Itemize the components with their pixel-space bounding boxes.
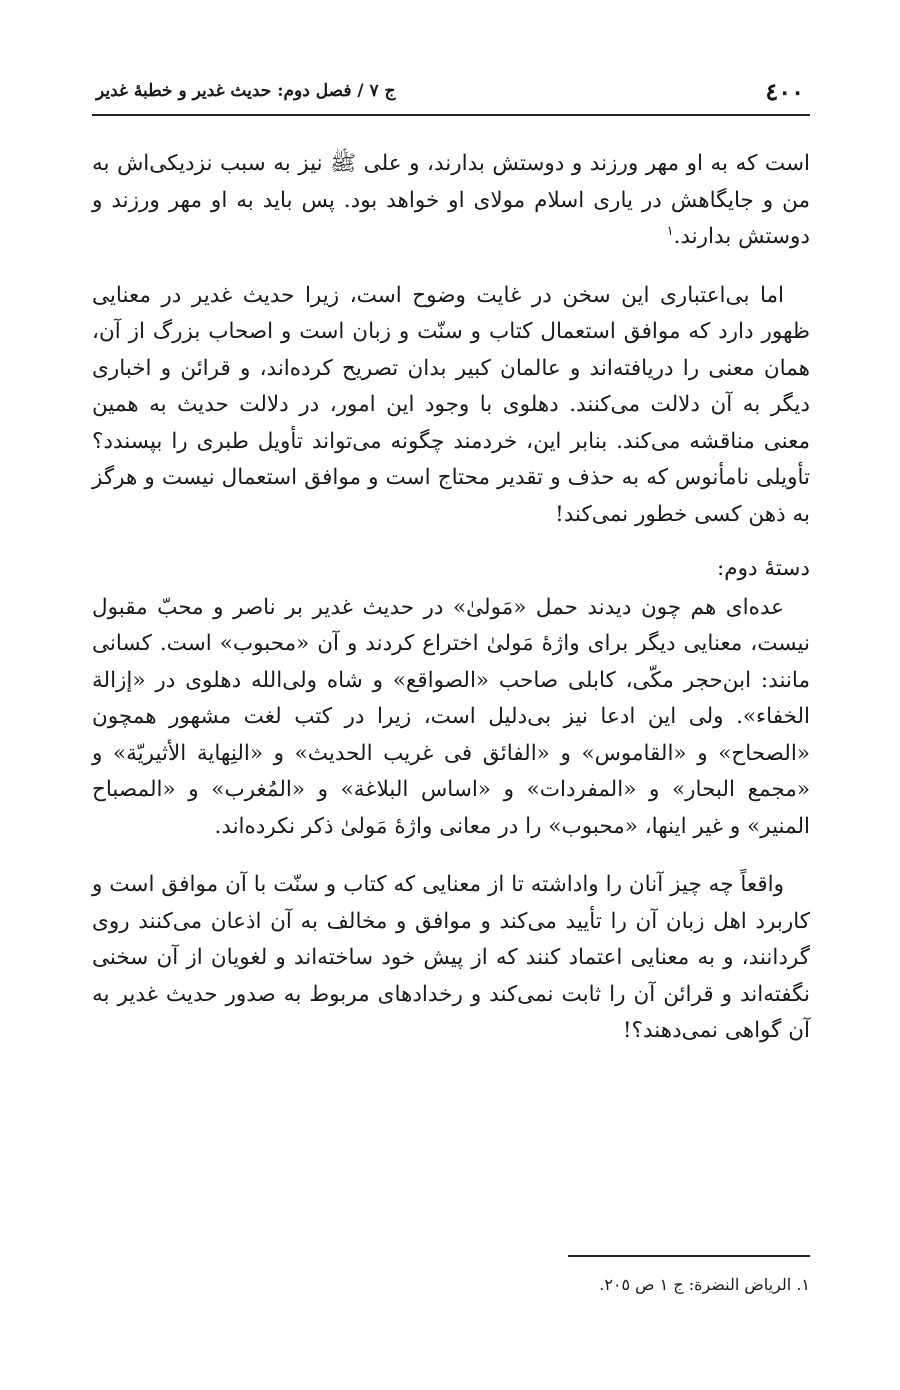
paragraph: واقعاً چه چیز آنان را واداشته تا از معنایی که کتاب و سنّت با آن موافق است و کاربرد اهل زبان آن را تأیید می‌کند و موافق و مخالف به آن اذعان می‌کنند روی گردانند، و به معنایی اعتماد کنند که از پیش خود ساخته‌اند و لغویان از آن سخنی نگفته‌اند و قرائن آن را ثابت نمی‌کند و رخدادهای مربوط به صدور حدیث غدیر به آن گواهی نمی‌دهند؟! bbox=[92, 872, 810, 1043]
paragraph-continuation bbox=[92, 146, 810, 256]
section-heading: دستهٔ دوم: bbox=[717, 556, 810, 581]
paragraph-text: است که به او مهر ورزند و دوستش بدارند، و علی ﷺ نیز به سبب نزدیکی‌اش به من و جایگاهش در یاری اسلام مولای او خواهد بود. پس باید به او مهر ورزند و دوستش بدارند. bbox=[92, 151, 810, 249]
footnote-separator bbox=[568, 1255, 810, 1257]
page-body bbox=[92, 146, 810, 1050]
footnote: ١. الریاض النضرة: ج ١ ص ٢٠٥. bbox=[599, 1275, 810, 1294]
page-number: ٤٠٠ bbox=[765, 76, 804, 106]
footnote-marker: ١ bbox=[666, 223, 674, 239]
paragraph: عده‌ای هم چون دیدند حمل «مَولیٰ» در حدیث غدیر بر ناصر و محبّ مقبول نیست، معنایی دیگر برای واژهٔ مَولیٰ اختراع کردند و آن «محبوب» است. کسانی مانند: ابن‌حجر مکّی، کابلی صاحب «الصواقع» و شاه ولی‌الله دهلوی در «إزالة الخفاء». ولی این ادعا نیز بی‌دلیل است، زیرا در کتب لغت مشهور همچون «الصحاح» و «القاموس» و «الفائق فی غریب الحدیث» و «النِهایة الأثیریّة» و «مجمع البحار» و «المفردات» و «اساس البلاغة» و «المُغرب» و «المصباح المنیر» و غیر اینها، «محبوب» را در معانی واژهٔ مَولیٰ ذکر نکرده‌اند. bbox=[92, 594, 810, 839]
running-title: ج ٧ / فصل دوم: حديث غدير و خطبهٔ غدير bbox=[96, 81, 396, 101]
book-page bbox=[92, 60, 810, 1360]
page-header bbox=[92, 68, 810, 116]
paragraph: اما بی‌اعتباری این سخن در غایت وضوح است، زیرا حدیث غدیر در معنایی ظهور دارد که موافق استعمال کتاب و سنّت و زبان است و اصحاب بزرگ از آن، همان معنی را دریافته‌اند و عالمان کبیر بدان تصریح کرده‌اند، و قرائن و اخباری دیگر به آن دلالت می‌کنند. دهلوی با وجود این امور، در دلالت حدیث به همین معنی مناقشه می‌کند. بنابر این، خردمند چگونه می‌تواند تأویل طبری را بپسندد؟ تأویلی نامأنوس که به حذف و تقدیر محتاج است و موافق استعمال نیست و هرگز به ذهن کسی خطور نمی‌کند! bbox=[92, 282, 810, 527]
